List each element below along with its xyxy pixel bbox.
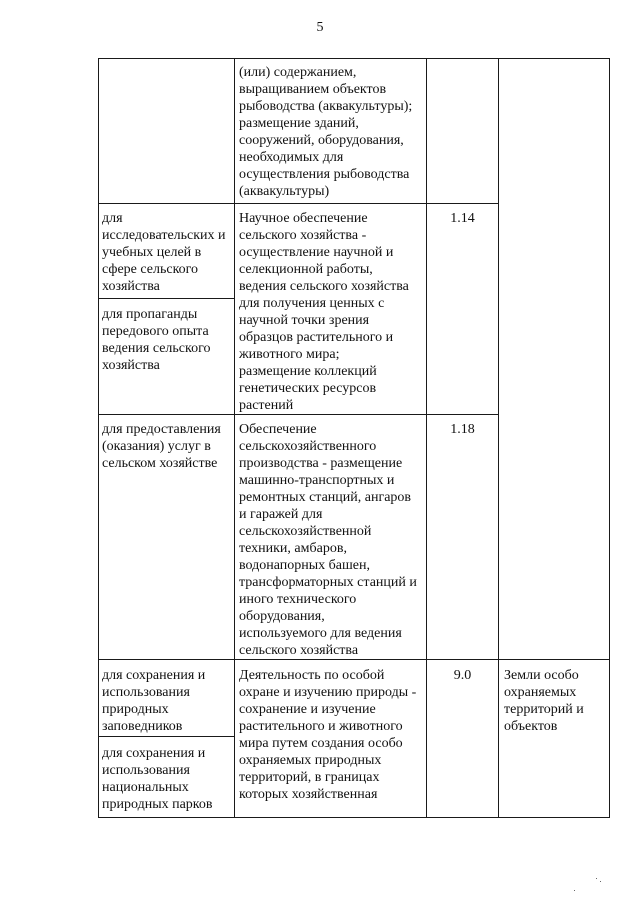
row-divider xyxy=(98,659,610,660)
row-divider xyxy=(98,736,234,737)
cell-description: Обеспечение сельскохозяйственного производства - размещение машинно-транспортных и ремонтных станций, ангаров и гаражей для сельскохозяйственной техники, амбаров, водонапорных башен, трансформаторных станций и иного технического оборудования, используемого для ведения сельского хозяйства xyxy=(239,422,417,658)
table-left-border xyxy=(98,58,99,818)
table-bottom-border xyxy=(98,817,610,818)
cell-code: 1.14 xyxy=(450,211,475,226)
scan-speck xyxy=(574,890,575,891)
column-divider xyxy=(426,58,427,818)
cell-use: для сохранения и использования национальных природных парков xyxy=(102,746,213,812)
row-divider xyxy=(98,298,234,299)
column-divider xyxy=(498,58,499,818)
column-divider xyxy=(234,58,235,818)
cell-use: для пропаганды передового опыта ведения сельского хозяйства xyxy=(102,307,211,373)
scan-speck xyxy=(600,881,601,882)
table-right-border xyxy=(609,58,610,818)
cell-use: для сохранения и использования природных заповедников xyxy=(102,668,206,734)
row-divider xyxy=(98,203,498,204)
cell-use: для предоставления (оказания) услуг в сельском хозяйстве xyxy=(102,422,221,471)
cell-description: Научное обеспечение сельского хозяйства - осуществление научной и селекционной работы, ведения сельского хозяйства для получения ценных с научной точки зрения образцов растительного и животного мира; размещение коллекций генетических ресурсов растений xyxy=(239,211,409,413)
cell-code: 9.0 xyxy=(453,668,472,683)
cell-description: (или) содержанием, выращиванием объектов рыбоводства (аквакультуры); размещение зданий, сооружений, оборудования, необходимых для осуществления рыбоводства (аквакультуры) xyxy=(239,65,413,199)
scan-speck xyxy=(596,878,597,879)
cell-category: Земли особо охраняемых территорий и объектов xyxy=(504,668,584,734)
page-number: 5 xyxy=(316,20,324,35)
cell-code: 1.18 xyxy=(450,422,475,437)
cell-use: для исследовательских и учебных целей в сфере сельского хозяйства xyxy=(102,211,226,294)
table-top-border xyxy=(98,58,610,59)
cell-description: Деятельность по особой охране и изучению природы - сохранение и изучение растительного и животного мира путем создания особо охраняемых природных территорий, в границах которых хозяйственная xyxy=(239,668,417,802)
row-divider xyxy=(98,414,498,415)
